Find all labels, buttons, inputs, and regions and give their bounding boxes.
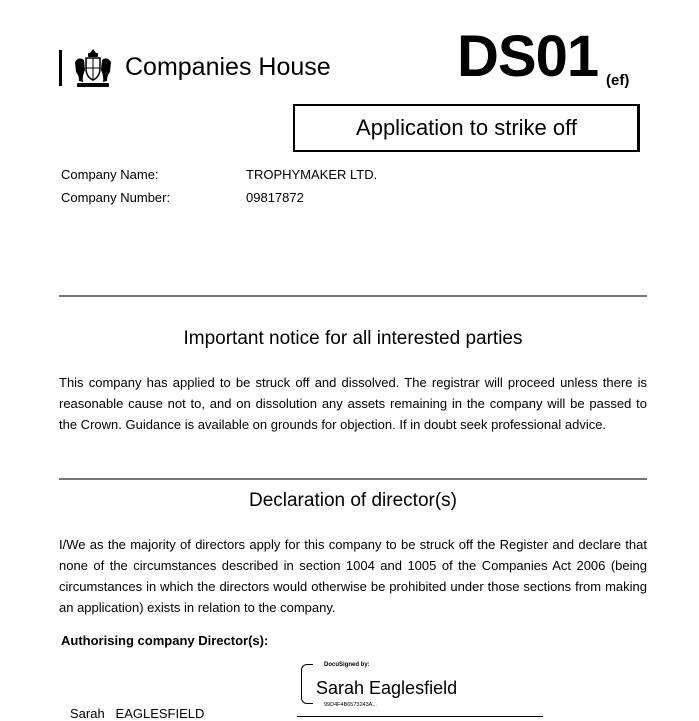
section-divider	[59, 295, 647, 297]
declaration-body: I/We as the majority of directors apply for this company to be struck off the Register and declare that none of the circumstances described in section 1004 and 1005 of the Companies Act 2006 (being circumstances in which the directors would otherwise be prohibited under those sections from making an application) exists in relation to the company.	[59, 537, 647, 615]
docusign-bracket	[301, 664, 313, 704]
company-number-value: 09817872	[246, 190, 304, 205]
form-code-suffix: (ef)	[606, 72, 630, 89]
signature-line	[297, 716, 543, 717]
notice-heading: Important notice for all interested parties	[183, 328, 523, 349]
company-name-value: TROPHYMAKER LTD.	[246, 167, 378, 182]
organisation-name: Companies House	[125, 53, 331, 81]
declaration-heading: Declaration of director(s)	[248, 490, 458, 511]
header-divider-bar	[59, 50, 62, 86]
signature: Sarah Eaglesfield	[316, 678, 458, 698]
docusign-label: DocuSigned by:	[324, 662, 370, 668]
form-code: DS01	[457, 24, 599, 89]
docusign-envelope-id: 99D4F4B6573243A...	[324, 702, 377, 708]
company-number-label: Company Number:	[61, 190, 171, 205]
royal-crest-logo	[71, 46, 115, 90]
form-title: Application to strike off	[356, 115, 577, 140]
section-divider	[59, 478, 647, 480]
company-name-label: Company Name:	[61, 167, 159, 182]
directors-label: Authorising company Director(s):	[61, 633, 269, 648]
director-name: Sarah EAGLESFIELD	[70, 706, 205, 721]
notice-body: This company has applied to be struck off and dissolved. The registrar will proceed unless there is reasonable cause not to, and on dissolution any assets remaining in the company will be passed to the Crown. Guidance is available on grounds for objection. If in doubt seek professional advice.	[59, 375, 647, 432]
